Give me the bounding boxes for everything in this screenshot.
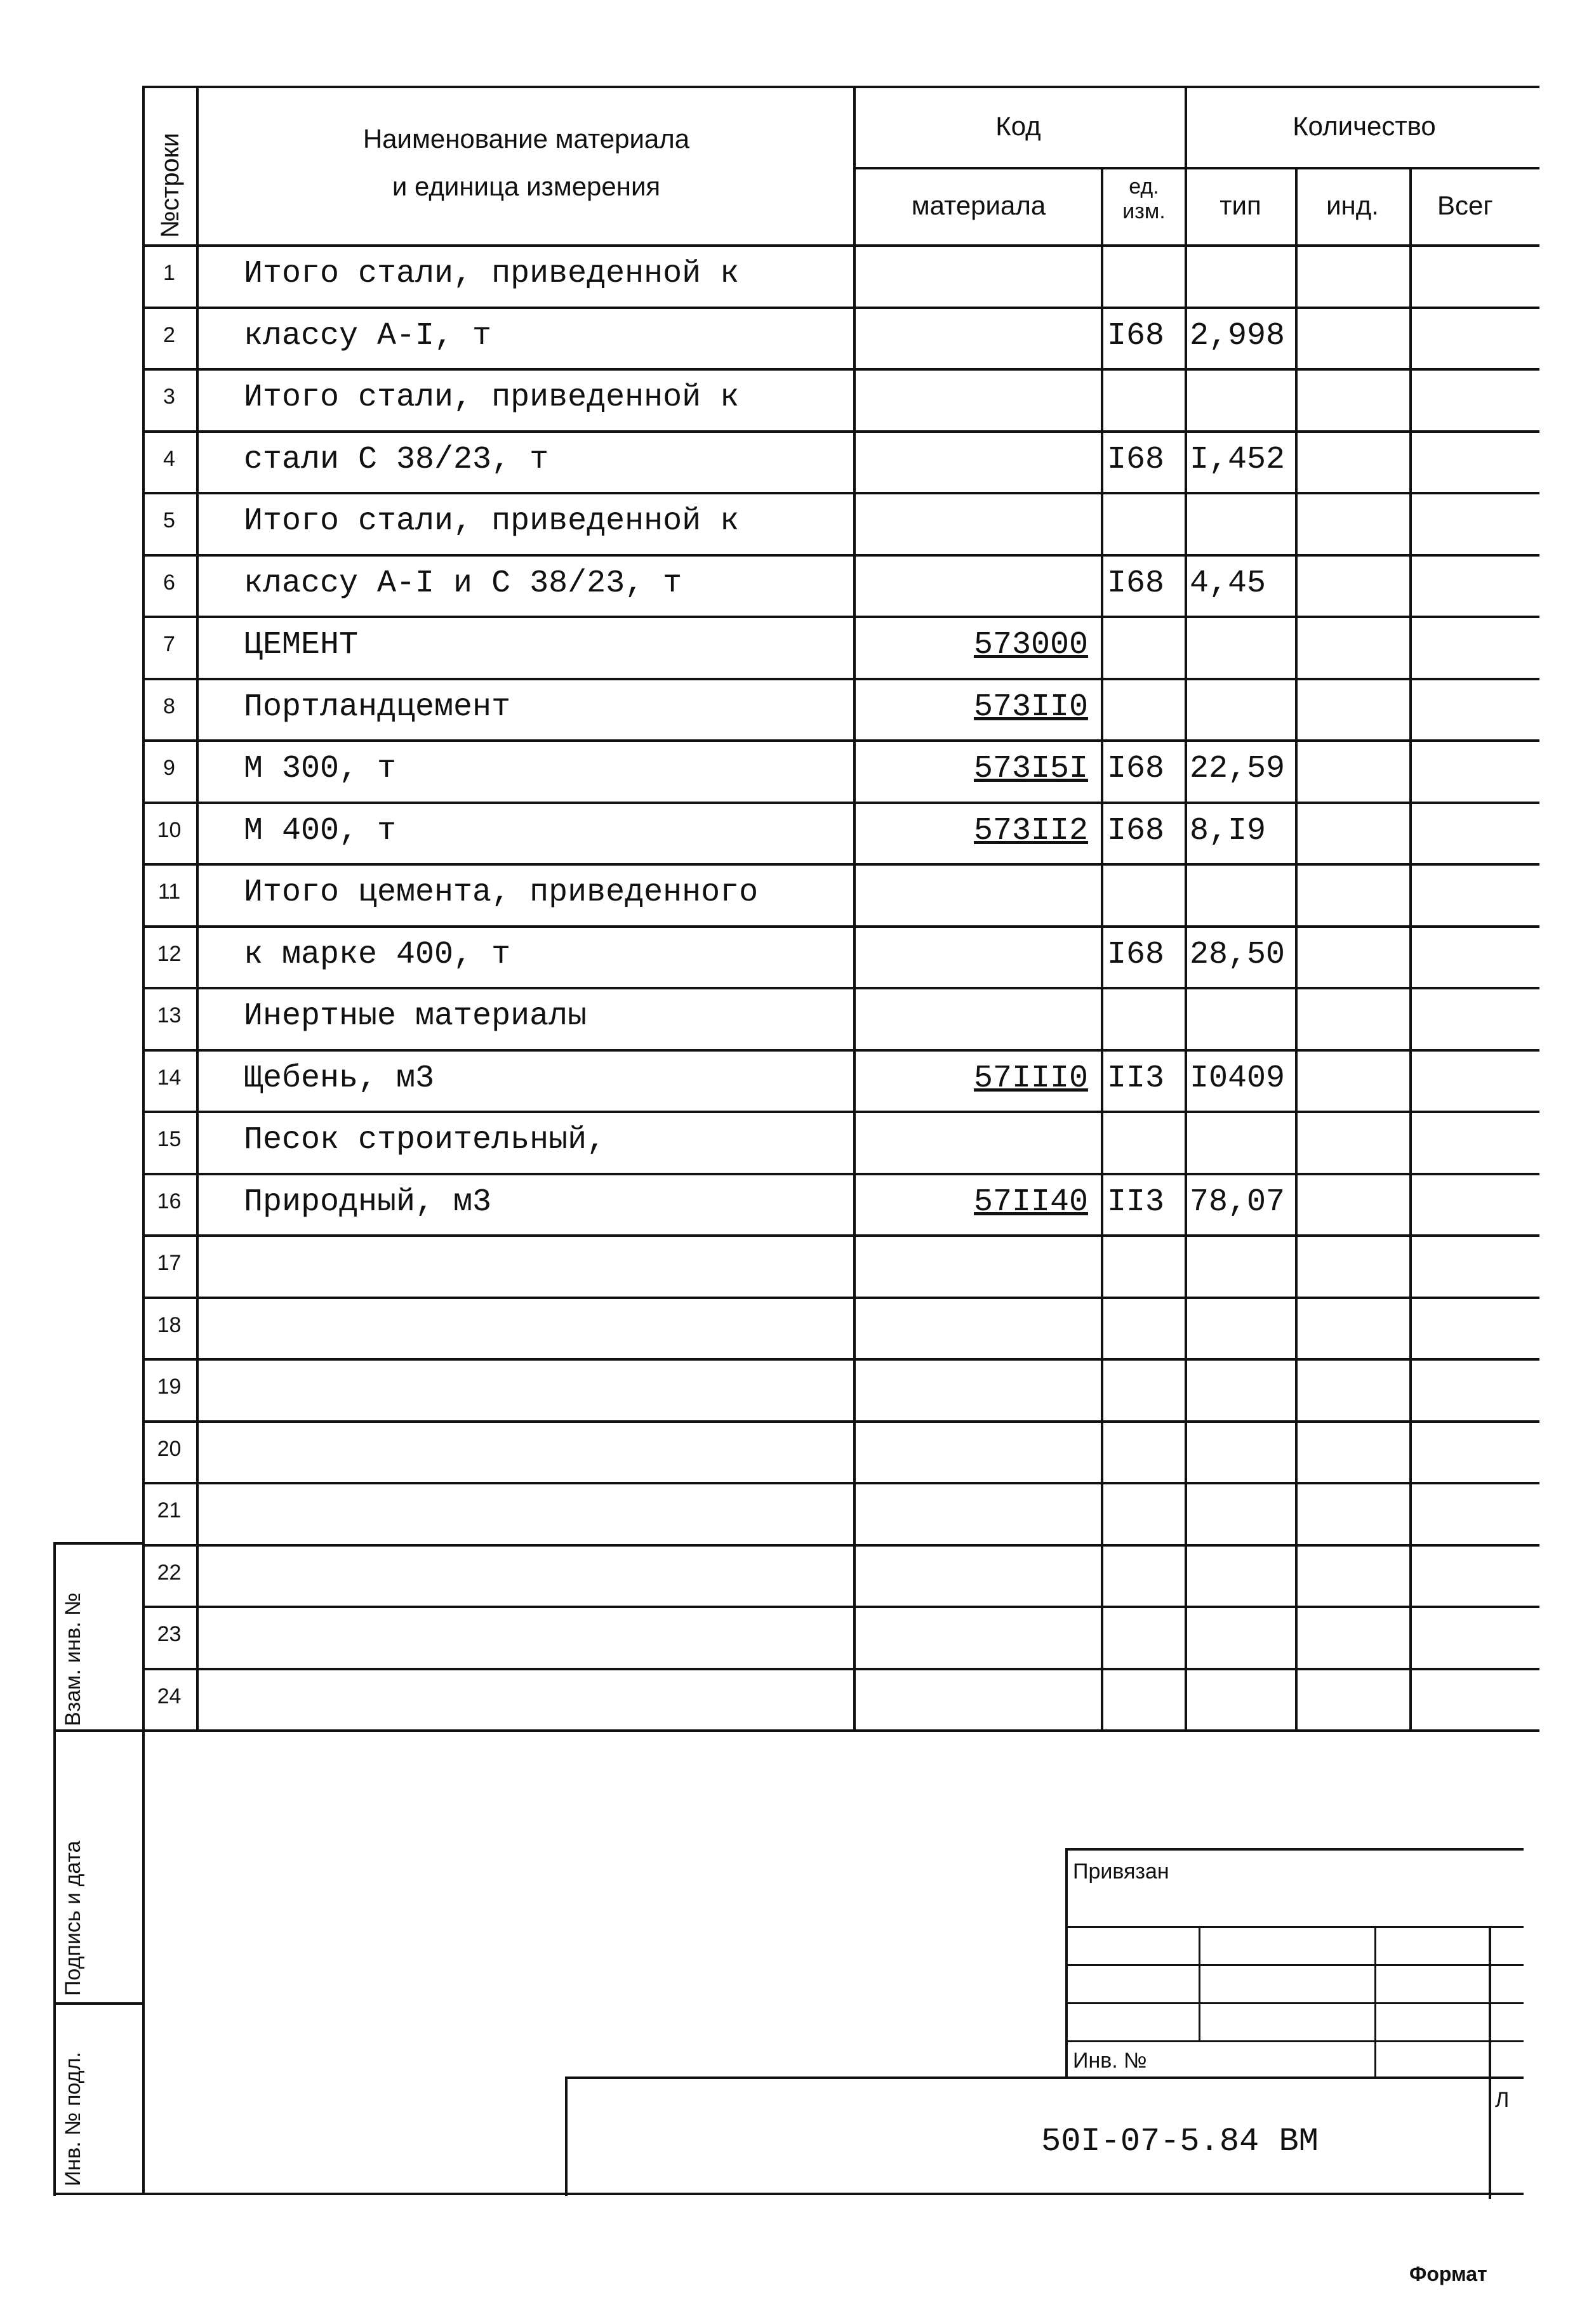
row-separator bbox=[142, 616, 1539, 618]
row-unit-code: I68 bbox=[1107, 318, 1165, 354]
header-qty-group: Количество bbox=[1293, 111, 1436, 141]
row-number: 2 bbox=[163, 323, 175, 347]
row-number: 15 bbox=[157, 1127, 182, 1151]
side-strip-bottom bbox=[53, 2193, 142, 2195]
row-qty-type: I,452 bbox=[1190, 442, 1286, 478]
row-separator bbox=[142, 1297, 1539, 1299]
row-number: 17 bbox=[157, 1251, 182, 1275]
row-qty-type: 8,I9 bbox=[1190, 813, 1266, 849]
stamp-row-line bbox=[1065, 1964, 1524, 1966]
row-name: Итого цемента, приведенного bbox=[244, 875, 759, 911]
side-inv-label: Инв. № подл. bbox=[61, 2052, 85, 2186]
row-unit-code: I68 bbox=[1107, 565, 1165, 602]
row-separator bbox=[142, 1234, 1539, 1237]
row-qty-type: 2,998 bbox=[1190, 318, 1286, 354]
row-separator bbox=[142, 1173, 1539, 1175]
row-qty-type: 78,07 bbox=[1190, 1184, 1286, 1220]
header-unit: ед. изм. bbox=[1122, 175, 1166, 224]
row-number: 5 bbox=[163, 508, 175, 532]
row-separator bbox=[142, 1111, 1539, 1113]
row-qty-type: 4,45 bbox=[1190, 565, 1266, 602]
row-name: классу А-I, т bbox=[244, 318, 492, 354]
row-separator bbox=[142, 430, 1539, 433]
header-name-line-2: и единица измерения bbox=[392, 171, 661, 201]
stamp-row-line bbox=[1065, 1926, 1524, 1928]
row-number: 10 bbox=[157, 818, 182, 842]
stamp-col-line bbox=[1199, 1926, 1200, 2040]
row-separator bbox=[142, 1482, 1539, 1484]
header-code-group: Код bbox=[995, 111, 1041, 141]
stamp-row-line bbox=[1065, 2040, 1524, 2042]
stamp-privyazan: Привязан bbox=[1073, 1859, 1169, 1884]
row-separator bbox=[142, 1420, 1539, 1423]
row-unit-code: I68 bbox=[1107, 442, 1165, 478]
row-separator bbox=[142, 1358, 1539, 1361]
row-name: стали С 38/23, т bbox=[244, 442, 549, 478]
row-separator bbox=[142, 307, 1539, 309]
row-separator bbox=[142, 987, 1539, 989]
header-material-code: материала bbox=[911, 190, 1046, 220]
row-unit-code: II3 bbox=[1107, 1184, 1165, 1220]
row-qty-type: 28,50 bbox=[1190, 937, 1286, 973]
table-col-divider bbox=[1409, 168, 1412, 1729]
row-name: Итого стали, приведенной к bbox=[244, 256, 740, 292]
row-qty-type: 22,59 bbox=[1190, 751, 1286, 787]
row-material-code: 573000 bbox=[973, 627, 1088, 663]
row-name: Природный, м3 bbox=[244, 1184, 492, 1220]
row-number: 23 bbox=[157, 1622, 182, 1646]
stamp-col-line bbox=[1489, 1926, 1491, 2199]
row-material-code: 573II2 bbox=[973, 813, 1088, 849]
row-name: ЦЕМЕНТ bbox=[244, 627, 359, 663]
row-number: 9 bbox=[163, 756, 175, 780]
row-separator bbox=[142, 368, 1539, 371]
header-total: Всег bbox=[1437, 190, 1493, 220]
side-strip-inner bbox=[142, 1729, 145, 2195]
row-material-code: 573I5I bbox=[973, 751, 1088, 787]
row-separator bbox=[142, 492, 1539, 494]
stamp-left-border bbox=[1065, 1848, 1068, 2076]
row-material-code: 57III0 bbox=[973, 1060, 1088, 1097]
stamp-col-line bbox=[1374, 1926, 1376, 2078]
header-row-number: №строки bbox=[156, 133, 184, 238]
row-number: 21 bbox=[157, 1498, 182, 1522]
row-name: Портландцемент bbox=[244, 689, 511, 725]
title-block-top bbox=[565, 2076, 1524, 2079]
materials-table bbox=[142, 86, 1539, 1729]
side-strip-top bbox=[53, 1542, 142, 1545]
row-name: Итого стали, приведенной к bbox=[244, 380, 740, 416]
stamp-row-line bbox=[1065, 2002, 1524, 2004]
row-number: 19 bbox=[157, 1375, 182, 1399]
row-name: М 300, т bbox=[244, 751, 397, 787]
page-bottom-border bbox=[142, 2193, 1524, 2195]
row-name: Щебень, м3 bbox=[244, 1060, 435, 1097]
row-number: 7 bbox=[163, 632, 175, 656]
row-separator bbox=[142, 1729, 1539, 1732]
stamp-sheet-label: Л bbox=[1495, 2088, 1510, 2112]
row-number: 18 bbox=[157, 1313, 182, 1337]
row-unit-code: I68 bbox=[1107, 751, 1165, 787]
side-signature-label: Подпись и дата bbox=[61, 1840, 85, 1996]
row-number: 12 bbox=[157, 942, 182, 966]
row-number: 6 bbox=[163, 571, 175, 595]
header-subdivider bbox=[853, 167, 1539, 169]
title-block-left bbox=[565, 2076, 568, 2196]
row-separator bbox=[142, 1544, 1539, 1547]
side-strip-border bbox=[53, 1542, 56, 2196]
table-col-divider bbox=[1295, 168, 1298, 1729]
format-label: Формат bbox=[1409, 2262, 1487, 2285]
row-separator bbox=[142, 678, 1539, 680]
row-separator bbox=[142, 802, 1539, 804]
row-separator bbox=[142, 863, 1539, 866]
row-number: 14 bbox=[157, 1066, 182, 1090]
row-qty-type: I0409 bbox=[1190, 1060, 1286, 1097]
row-number: 1 bbox=[163, 261, 175, 285]
row-number: 20 bbox=[157, 1437, 182, 1461]
document-code: 50I-07-5.84 ВМ bbox=[1041, 2123, 1319, 2160]
row-number: 24 bbox=[157, 1684, 182, 1708]
row-number: 16 bbox=[157, 1189, 182, 1213]
header-name-line-1: Наименование материала bbox=[362, 124, 690, 154]
row-number: 13 bbox=[157, 1003, 182, 1027]
header-bottom-border bbox=[142, 244, 1539, 247]
stamp-inv-no: Инв. № bbox=[1073, 2049, 1147, 2073]
row-name: М 400, т bbox=[244, 813, 397, 849]
stamp-top-border bbox=[1065, 1848, 1524, 1851]
row-material-code: 57II40 bbox=[973, 1184, 1088, 1220]
side-vzam-label: Взам. инв. № bbox=[61, 1592, 85, 1726]
row-number: 11 bbox=[157, 880, 181, 904]
row-unit-code: I68 bbox=[1107, 937, 1165, 973]
row-name: Инертные материалы bbox=[244, 998, 587, 1034]
row-separator bbox=[142, 925, 1539, 928]
row-number: 3 bbox=[163, 385, 175, 409]
header-type: тип bbox=[1219, 190, 1261, 220]
row-separator bbox=[142, 1606, 1539, 1608]
row-name: Итого стали, приведенной к bbox=[244, 503, 740, 539]
row-material-code: 573II0 bbox=[973, 689, 1088, 725]
row-unit-code: II3 bbox=[1107, 1060, 1165, 1097]
row-number: 22 bbox=[157, 1561, 182, 1585]
row-number: 8 bbox=[163, 694, 175, 718]
row-separator bbox=[142, 554, 1539, 557]
table-col-divider bbox=[1101, 168, 1103, 1729]
row-name: к марке 400, т bbox=[244, 937, 511, 973]
row-unit-code: I68 bbox=[1107, 813, 1165, 849]
row-name: Песок строительный, bbox=[244, 1122, 606, 1158]
header-ind: инд. bbox=[1326, 190, 1379, 220]
row-name: классу А-I и С 38/23, т bbox=[244, 565, 682, 602]
row-separator bbox=[142, 1668, 1539, 1670]
row-number: 4 bbox=[163, 447, 175, 471]
row-separator bbox=[142, 739, 1539, 742]
side-strip-divider bbox=[53, 2002, 142, 2005]
row-separator bbox=[142, 1049, 1539, 1052]
side-strip-divider bbox=[53, 1729, 142, 1732]
table-top-border bbox=[142, 86, 1539, 88]
